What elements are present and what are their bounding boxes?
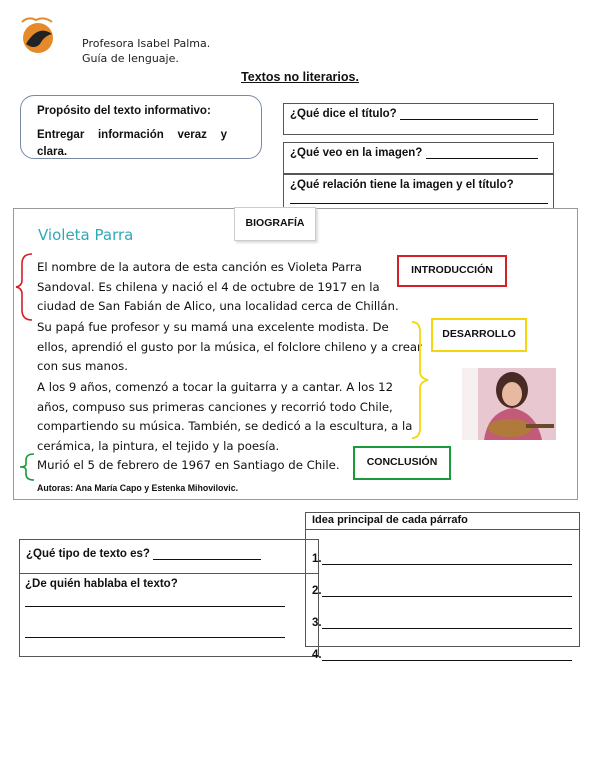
purpose-label: Propósito del texto informativo: [37, 105, 211, 117]
introduction-label: INTRODUCCIÓN [397, 255, 507, 287]
main-idea-number: 1. [312, 553, 322, 565]
question-image-label: ¿Qué veo en la imagen? [290, 147, 423, 159]
purpose-text [37, 103, 227, 161]
main-idea-row [312, 565, 573, 597]
answer-title-line[interactable] [400, 119, 538, 120]
biography-tag: BIOGRAFÍA [234, 207, 316, 241]
guide-name: Guía de lenguaje. [82, 52, 179, 65]
answer-relation-line[interactable] [290, 191, 548, 204]
main-idea-number: 2. [312, 585, 322, 597]
main-ideas-title: Idea principal de cada párrafo [306, 513, 579, 530]
purpose-description: Entregar información veraz y clara. [37, 129, 227, 158]
authors-credit: Autoras: Ana María Capo y Estenka Mihovilovic. [37, 483, 239, 493]
biography-heading: Violeta Parra [38, 226, 134, 244]
answer-image-line[interactable] [426, 158, 538, 159]
main-ideas-box [305, 512, 580, 661]
question-type-row [20, 540, 318, 574]
question-who-label: ¿De quién hablaba el texto? [25, 578, 178, 590]
concl-brace-icon [16, 452, 36, 482]
main-idea-number: 4. [312, 649, 322, 661]
question-relation-label: ¿Qué relación tiene la imagen y el título? [290, 179, 514, 191]
answer-who-line-1[interactable] [25, 590, 285, 607]
question-type-label: ¿Qué tipo de texto es? [26, 548, 150, 560]
main-idea-line-2[interactable] [322, 596, 572, 597]
main-idea-row [312, 597, 573, 629]
page-title: Textos no literarios. [241, 70, 359, 84]
main-idea-row [312, 629, 573, 661]
question-who-row [20, 574, 318, 638]
answer-type-line[interactable] [153, 559, 261, 560]
intro-brace-icon [14, 252, 34, 322]
question-image-box [283, 142, 554, 174]
main-idea-line-3[interactable] [322, 628, 572, 629]
main-ideas-list [306, 530, 579, 661]
answer-who-line-2[interactable] [25, 607, 285, 638]
development-label: DESARROLLO [431, 318, 527, 352]
conclusion-label: CONCLUSIÓN [353, 446, 451, 480]
paragraph-introduction: El nombre de la autora de esta canción es Violeta Parra Sandoval. Es chilena y nació el 4 de octubre de 1917 en la ciudad de San Fabián de Alico, una localidad cerca de Chillán. [37, 260, 399, 313]
teacher-name: Profesora Isabel Palma. [82, 37, 211, 50]
paragraph-development-1: Su papá fue profesor y su mamá una excelente modista. De ellos, aprendió el gusto por la música, el folclore chileno y a crear con sus manos. [37, 320, 422, 373]
violeta-parra-photo [462, 368, 556, 440]
main-idea-row [312, 533, 573, 565]
dev-brace-icon [410, 320, 430, 440]
main-idea-line-4[interactable] [322, 660, 572, 661]
question-title-label: ¿Qué dice el título? [290, 108, 397, 120]
paragraph-development-2: A los 9 años, comenzó a tocar la guitarra y a cantar. A los 12 años, compuso sus primeras canciones y recorrió todo Chile, compartiendo su música. También, se dedicó a la escultura, a la cerámica, la pintura, el tejido y la poesía. [37, 380, 413, 453]
bottom-questions-box [19, 539, 319, 657]
main-idea-line-1[interactable] [322, 564, 572, 565]
school-logo-icon [16, 14, 60, 58]
question-title-box [283, 103, 554, 135]
main-idea-number: 3. [312, 617, 322, 629]
paragraph-conclusion: Murió el 5 de febrero de 1967 en Santiago de Chile. [37, 458, 340, 472]
